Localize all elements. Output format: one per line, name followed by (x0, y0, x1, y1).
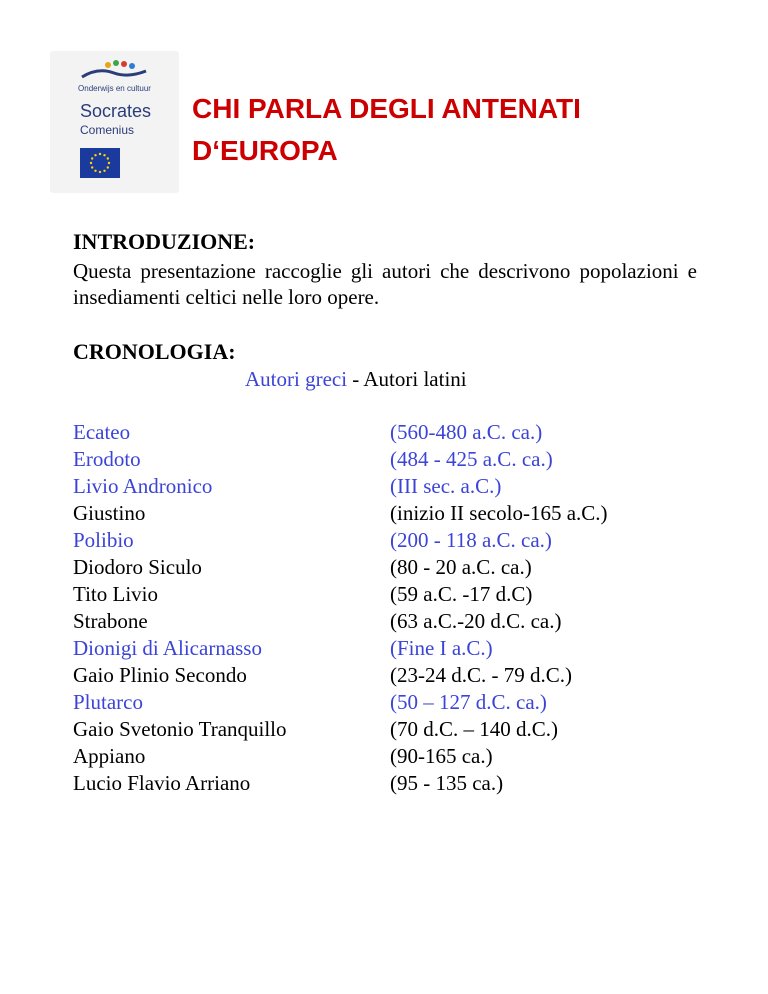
author-name: Giustino (73, 501, 146, 525)
author-dates: (80 - 20 a.C. ca.) (390, 555, 532, 579)
author-dates: (59 a.C. -17 d.C) (390, 582, 533, 606)
author-list (73, 419, 713, 797)
author-dates: (50 – 127 d.C. ca.) (390, 690, 547, 714)
author-name: Tito Livio (73, 582, 159, 606)
author-row (73, 635, 713, 662)
author-row (73, 608, 713, 635)
author-dates: (63 a.C.-20 d.C. ca.) (390, 609, 562, 633)
author-name: Appiano (73, 744, 146, 768)
page-title (192, 88, 712, 172)
chronology-heading: CRONOLOGIA: (73, 339, 236, 364)
author-dates: (III sec. a.C.) (390, 474, 502, 498)
title-line-2: D‘EUROPA (192, 135, 338, 166)
author-dates: (inizio II secolo-165 a.C.) (390, 501, 608, 525)
title-line-1: CHI PARLA DEGLI ANTENATI (192, 93, 581, 124)
author-dates: (95 - 135 ca.) (390, 771, 504, 795)
author-row (73, 743, 713, 770)
author-dates: (70 d.C. – 140 d.C.) (390, 717, 558, 741)
eu-flag-icon (80, 148, 120, 178)
author-name: Dionigi di Alicarnasso (73, 636, 262, 660)
legend-separator: - (347, 367, 364, 391)
author-row (73, 419, 713, 446)
author-row (73, 581, 713, 608)
author-row (73, 770, 713, 797)
legend-greek: Autori greci (245, 367, 348, 391)
author-dates: (560-480 a.C. ca.) (390, 420, 543, 444)
author-name: Gaio Plinio Secondo (73, 663, 247, 687)
author-name: Strabone (73, 609, 148, 633)
logo-program: Socrates (80, 101, 152, 121)
author-row (73, 662, 713, 689)
author-row (73, 716, 713, 743)
author-name: Diodoro Siculo (73, 555, 202, 579)
author-name: Livio Andronico (73, 474, 213, 498)
author-dates: (200 - 118 a.C. ca.) (390, 528, 552, 552)
intro-heading: INTRODUZIONE: (73, 229, 256, 254)
logo-swoosh-icon (78, 59, 150, 83)
author-name: Ecateo (73, 420, 131, 444)
logo-tagline: Onderwijs en cultuur (78, 84, 151, 93)
chronology-legend (245, 367, 467, 392)
logo-subprogram: Comenius (80, 123, 135, 137)
author-row (73, 554, 713, 581)
author-dates: (90-165 ca.) (390, 744, 493, 768)
author-dates: (Fine I a.C.) (390, 636, 493, 660)
author-dates: (23-24 d.C. - 79 d.C.) (390, 663, 572, 687)
socrates-comenius-logo (50, 51, 179, 193)
legend-latin: Autori latini (363, 367, 467, 391)
author-name: Plutarco (73, 690, 143, 714)
author-row (73, 689, 713, 716)
intro-text: Questa presentazione raccoglie gli autori che descrivono popolazioni e insediamenti celtici nelle loro opere. (73, 259, 697, 309)
author-name: Erodoto (73, 447, 141, 471)
author-name: Polibio (73, 528, 134, 552)
author-row (73, 500, 713, 527)
author-dates: (484 - 425 a.C. ca.) (390, 447, 553, 471)
author-name: Lucio Flavio Arriano (73, 771, 251, 795)
author-name: Gaio Svetonio Tranquillo (73, 717, 287, 741)
author-row (73, 446, 713, 473)
author-row (73, 527, 713, 554)
author-row (73, 473, 713, 500)
